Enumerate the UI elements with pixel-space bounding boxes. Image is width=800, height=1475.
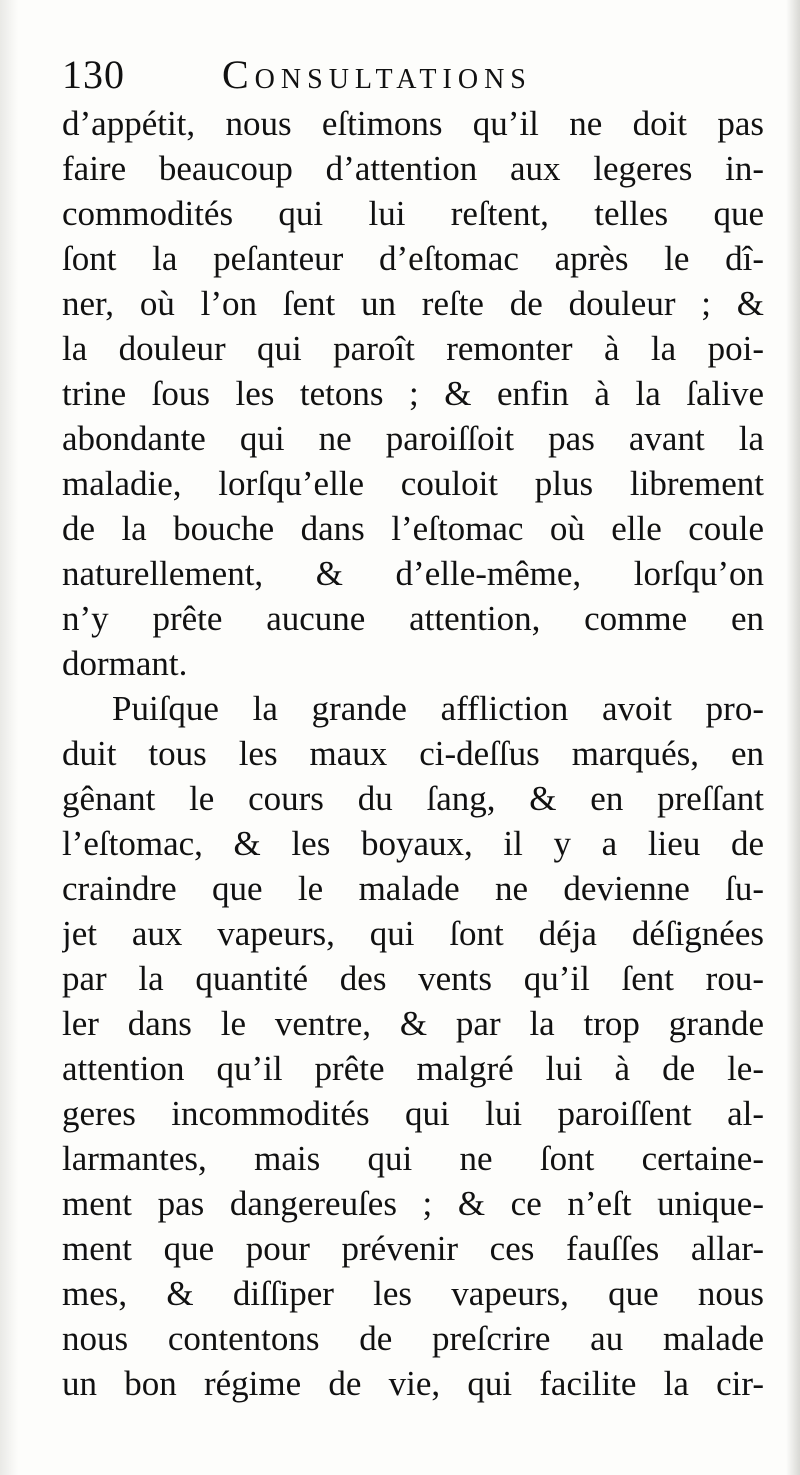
text-line: duit tous les maux ci-deſſus marqués, en (62, 734, 764, 773)
text-line: de la bouche dans l’eſtomac où elle coule (62, 509, 764, 548)
text-line: craindre que le malade ne devienne ſu- (62, 869, 764, 908)
text-line: un bon régime de vie, qui facilite la cir- (62, 1364, 764, 1403)
text-line: naturellement, & d’elle-même, lorſqu’on (62, 554, 764, 593)
text-line: ner, où l’on ſent un reſte de douleur ; & (62, 284, 764, 323)
text-line: ment pas dangereuſes ; & ce n’eſt unique- (62, 1184, 764, 1223)
text-line: la douleur qui paroît remonter à la poi- (62, 329, 764, 368)
text-line: par la quantité des vents qu’il ſent rou- (62, 959, 764, 998)
text-line: d’appétit, nous eſtimons qu’il ne doit pas (62, 104, 764, 143)
text-line: commodités qui lui reſtent, telles que (62, 194, 764, 233)
text-line: Puiſque la grande affliction avoit pro- (112, 689, 764, 728)
paragraph-2 (62, 686, 764, 1406)
text-line: attention qu’il prête malgré lui à de le- (62, 1049, 764, 1088)
text-line: n’y prête aucune attention, comme en (62, 599, 764, 638)
text-line: l’eſtomac, & les boyaux, il y a lieu de (62, 824, 764, 863)
text-line: trine ſous les tetons ; & enfin à la ſalive (62, 374, 764, 413)
running-title: Consultations (222, 52, 532, 97)
text-line: abondante qui ne paroiſſoit pas avant la (62, 419, 764, 458)
text-line: mes, & diſſiper les vapeurs, que nous (62, 1274, 764, 1313)
text-line: larmantes, mais qui ne ſont certaine- (62, 1139, 764, 1178)
text-line: jet aux vapeurs, qui ſont déja déſignées (62, 914, 764, 953)
text-line: ment que pour prévenir ces fauſſes allar- (62, 1229, 764, 1268)
body-text (62, 101, 764, 1406)
text-line: ler dans le ventre, & par la trop grande (62, 1004, 764, 1043)
text-line: geres incommodités qui lui paroiſſent al- (62, 1094, 764, 1133)
text-line: ſont la peſanteur d’eſtomac après le dî- (62, 239, 764, 278)
page-number: 130 (62, 52, 125, 97)
text-line: gênant le cours du ſang, & en preſſant (62, 779, 764, 818)
text-line: maladie, lorſqu’elle couloit plus librement (62, 464, 764, 503)
text-line: nous contentons de preſcrire au malade (62, 1319, 764, 1358)
page-header (62, 52, 762, 98)
text-line: faire beaucoup d’attention aux legeres in- (62, 149, 764, 188)
paragraph-1 (62, 101, 764, 686)
text-line: dormant. (62, 644, 188, 683)
